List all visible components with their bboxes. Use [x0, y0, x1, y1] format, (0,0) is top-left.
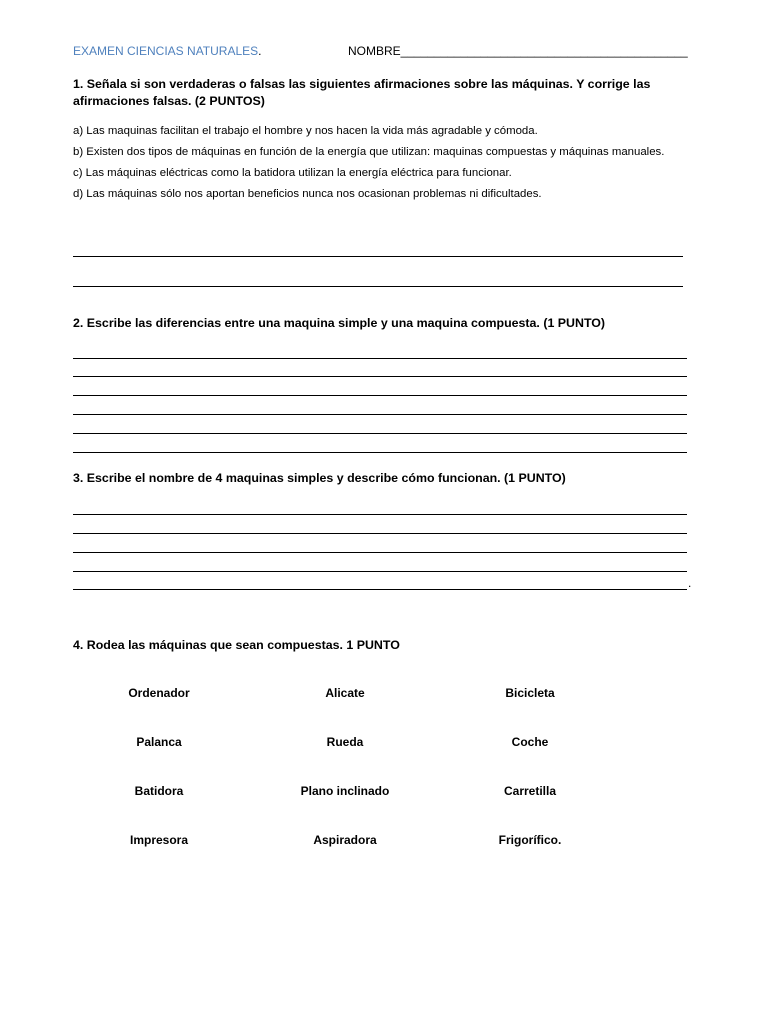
answer-line[interactable]: [73, 286, 683, 287]
machine-option[interactable]: Palanca: [136, 735, 182, 749]
question-4-prompt: 4. Rodea las máquinas que sean compuestas. 1 PUNTO: [73, 638, 400, 652]
statement-c: c) Las máquinas eléctricas como la batidora utilizan la energía eléctrica para funcionar.: [73, 167, 512, 179]
question-1-statements: [73, 121, 693, 205]
machine-option[interactable]: Coche: [511, 735, 549, 749]
exam-title-dot: .: [258, 44, 262, 58]
answer-line[interactable]: [73, 433, 687, 434]
answer-line[interactable]: [73, 414, 687, 415]
answer-line[interactable]: [73, 552, 687, 553]
answer-line[interactable]: [73, 589, 687, 590]
statement-d: d) Las máquinas sólo nos aportan beneficios nunca nos ocasionan problemas ni dificultades.: [73, 188, 542, 200]
machine-option[interactable]: Alicate: [325, 686, 365, 700]
answer-line[interactable]: [73, 395, 687, 396]
statement-a: a) Las maquinas facilitan el trabajo el hombre y nos hacen la vida más agradable y cómoda.: [73, 125, 538, 137]
machine-option[interactable]: Aspiradora: [313, 833, 377, 847]
answer-line[interactable]: [73, 358, 687, 359]
machine-option[interactable]: Impresora: [129, 833, 189, 847]
exam-header: [73, 44, 693, 58]
answer-line[interactable]: [73, 376, 687, 377]
machine-option[interactable]: Frigorífico.: [498, 833, 562, 847]
name-field[interactable]: NOMBRE___________________________________________: [348, 44, 688, 58]
question-3-end-dot: .: [688, 576, 692, 590]
answer-line[interactable]: [73, 256, 683, 257]
answer-line[interactable]: [73, 571, 687, 572]
exam-title: EXAMEN CIENCIAS NATURALES: [73, 44, 259, 58]
answer-line[interactable]: [73, 533, 687, 534]
machine-option[interactable]: Rueda: [326, 735, 364, 749]
machine-option[interactable]: Batidora: [134, 784, 184, 798]
machine-option[interactable]: Plano inclinado: [300, 784, 390, 798]
question-3-prompt: 3. Escribe el nombre de 4 maquinas simples y describe cómo funcionan. (1 PUNTO): [73, 471, 566, 485]
machine-option[interactable]: Carretilla: [503, 784, 557, 798]
question-2-prompt: 2. Escribe las diferencias entre una maquina simple y una maquina compuesta. (1 PUNTO): [73, 316, 606, 330]
statement-b: b) Existen dos tipos de máquinas en función de la energía que utilizan: maquinas compuestas y máquinas manuales.: [73, 146, 665, 158]
answer-line[interactable]: [73, 514, 687, 515]
answer-line[interactable]: [73, 452, 687, 453]
machine-option[interactable]: Ordenador: [128, 686, 190, 700]
question-1-prompt: 1. Señala si son verdaderas o falsas las siguientes afirmaciones sobre las máquinas. Y corrige las afirmaciones falsas. (2 PUNTOS): [73, 77, 651, 108]
machine-option[interactable]: Bicicleta: [505, 686, 555, 700]
